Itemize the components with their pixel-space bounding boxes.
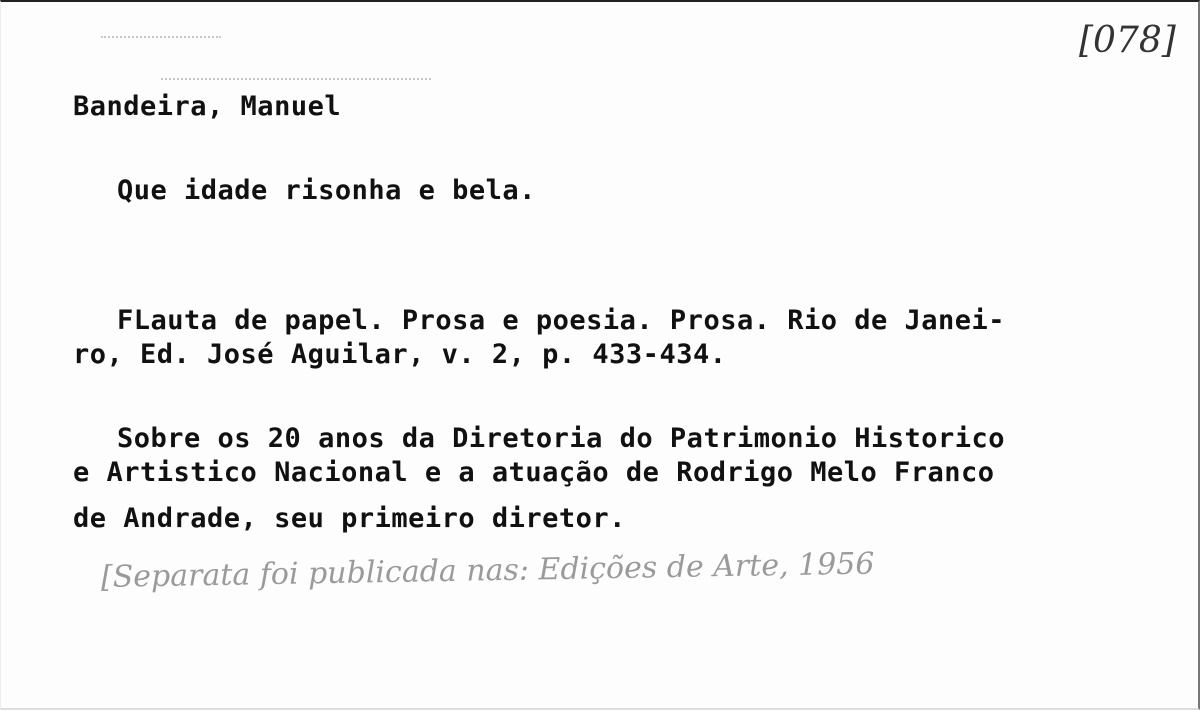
note-line-2: e Artistico Nacional e a atuação de Rodrigo Melo Franco	[73, 457, 995, 488]
note-line-1: Sobre os 20 anos da Diretoria do Patrimonio Historico	[117, 423, 1006, 454]
note-line-3: de Andrade, seu primeiro diretor.	[73, 503, 626, 534]
faint-header-line-top	[101, 36, 221, 38]
source-line-2: ro, Ed. José Aguilar, v. 2, p. 433-434.	[73, 339, 727, 370]
call-number: [078]	[1079, 20, 1176, 61]
title-line: Que idade risonha e bela.	[117, 175, 536, 206]
handwritten-annotation: [Separata foi publicada nas: Edições de Arte, 1956	[100, 546, 875, 595]
author-heading: Bandeira, Manuel	[73, 91, 342, 122]
faint-header-line-bottom	[161, 78, 431, 80]
source-line-1: FLauta de papel. Prosa e poesia. Prosa. Rio de Janei-	[117, 305, 1006, 336]
